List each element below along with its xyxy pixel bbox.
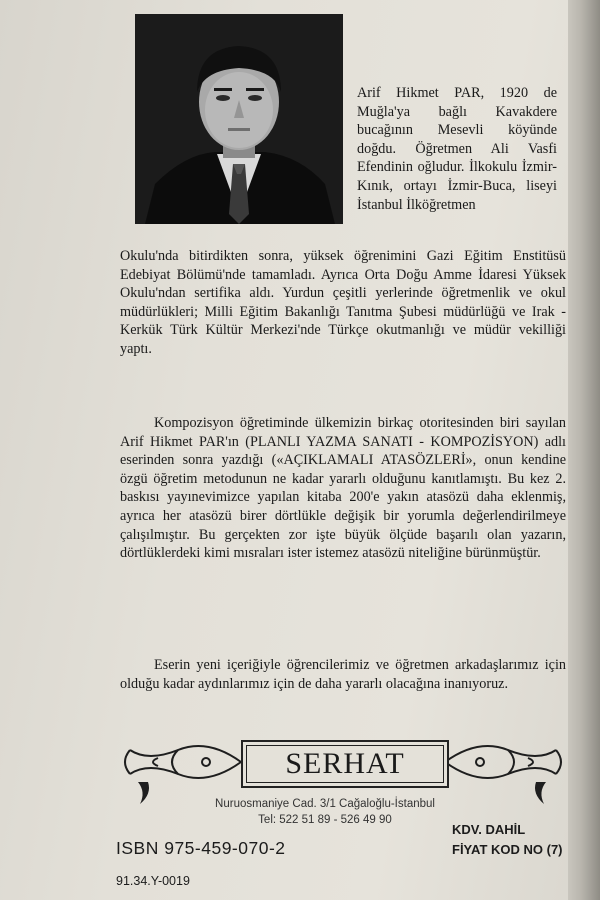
- price-info: [452, 820, 563, 860]
- publisher-address: Nuruosmaniye Cad. 3/1 Cağaloğlu-İstanbul: [215, 798, 435, 810]
- catalog-code: 91.34.Y-0019: [116, 874, 190, 888]
- publisher-nameplate: [241, 740, 449, 788]
- price-code-label: FİYAT KOD NO (7): [452, 842, 563, 857]
- publisher-phone: Tel: 522 51 89 - 526 49 90: [258, 814, 392, 826]
- publisher-address-block: [175, 796, 475, 828]
- author-bio-right: [357, 84, 557, 214]
- author-bio-text: Arif Hikmet PAR, 1920 de Muğla'ya bağlı Kavakdere bucağının Mesevli köyünde doğdu. Öğretmen Ali Vasfi Efendinin oğludur. İlkokulu İzmir-Kınık, ortayı İzmir-Buca, liseyi İstanbul İlköğretmen: [357, 85, 557, 213]
- closing-text: Eserin yeni içeriğiyle öğrencilerimiz ve öğretmen arkadaşlarımız için olduğu kadar aydınlarımız için de daha yararlı olacağına inanıyoruz.: [120, 657, 566, 692]
- book-description: [120, 414, 566, 563]
- author-bio-continued: [120, 247, 566, 359]
- price-tax-label: KDV. DAHİL: [452, 822, 526, 837]
- author-bio-continuation: Okulu'nda bitirdikten sonra, yüksek öğrenimini Gazi Eğitim Enstitüsü Edebiyat Bölümü'nde tamamladı. Ayrıca Orta Doğu Amme İdaresi Yüksek Okulu'ndan sertifika aldı. Yurdun çeşitli yerlerinde öğretmenlik ve okul müdürlükleri; Milli Eğitim Bakanlığı Tanıtma Şubesi müdürlüğü ve Irak - Kerkük Türk Kültür Merkezi'nde Türkçe okutmanlığı ve müdür vekilliği yaptı.: [120, 248, 566, 357]
- publisher-name: SERHAT: [285, 747, 405, 780]
- book-spine-edge: [568, 0, 600, 900]
- closing-paragraph: [120, 656, 566, 693]
- book-description-text: Kompozisyon öğretiminde ülkemizin birkaç otoritesinden biri sayılan Arif Hikmet PAR'ın (PLANLI YAZMA SANATI - KOMPOZİSYON) adlı eserinden sonra yazdığı («AÇIKLAMALI ATASÖZLERİ», onun kendine özgü öğretim metodunun ne kadar yararlı olduğunu kanıtlamıştı. Bu kez 2. baskısı yayınevimizce yapılan kitaba 200'e yakın atasözü daha eklenmiş, ayrıca her atasözü birer dörtlükle değişik bir yorumla değerlendirilmeye çalışılmıştır. Bu gerçekten zor işte büyük ölçüde başarılı olan yazarın, dörtlüklerdeki kimi mısraları ister istemez atasözü niteliğine bürünmüştür.: [120, 415, 566, 562]
- isbn: ISBN 975-459-070-2: [116, 838, 286, 858]
- author-photo: [135, 14, 343, 224]
